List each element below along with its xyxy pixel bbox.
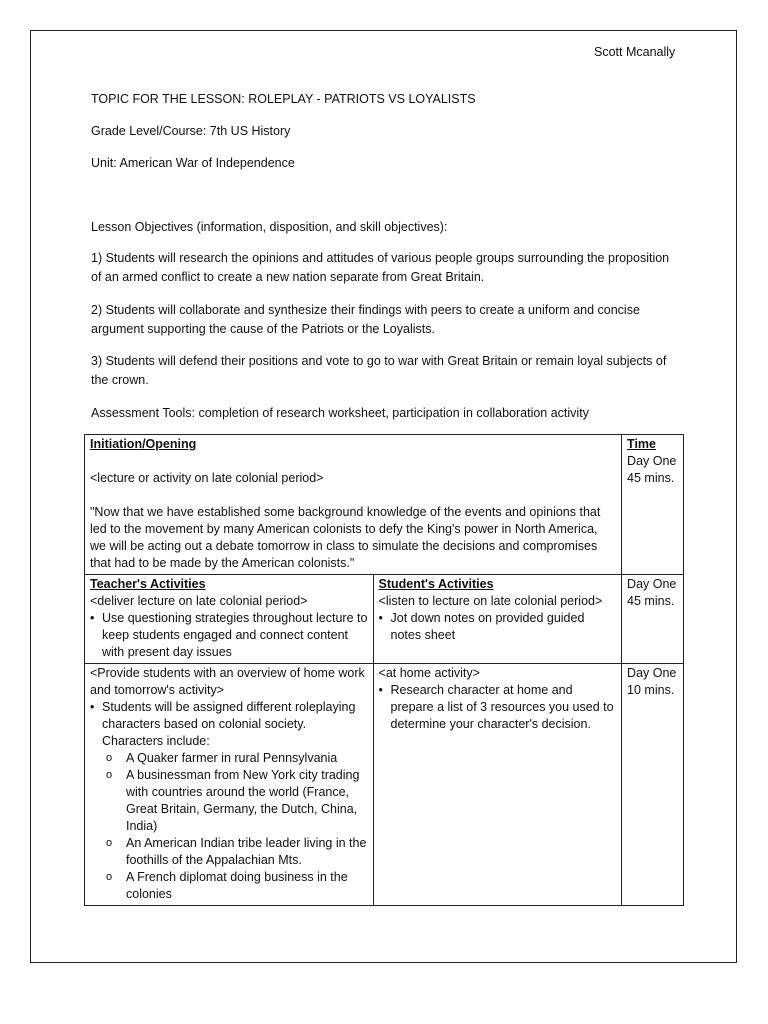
author-name: Scott Mcanally — [594, 45, 676, 59]
student-bullets-1 — [379, 610, 617, 644]
time-mins-1: 45 mins. — [627, 594, 675, 608]
character-list — [102, 750, 368, 903]
time-day-1: Day One — [627, 577, 677, 591]
teacher-activities-heading: Teacher's Activities — [90, 577, 206, 591]
teacher-bullet-2 — [90, 699, 368, 903]
opening-time-day: Day One — [627, 454, 677, 468]
objective-1: 1) Students will research the opinions and attitudes of various people groups surrounding the proposition of an armed conflict to create a new nation separate from Great Britain. — [91, 251, 670, 284]
lesson-topic: TOPIC FOR THE LESSON: ROLEPLAY - PATRIOTS VS LOYALISTS — [91, 92, 476, 106]
opening-cell — [85, 435, 622, 575]
teacher-note-1: <deliver lecture on late colonial period> — [90, 594, 308, 608]
student-bullet-2: • Research character at home and prepare a list of 3 resources you used to determine your character's decision. — [379, 682, 617, 733]
assessment-tools: Assessment Tools: completion of research worksheet, participation in collaboration activity — [91, 406, 589, 420]
teacher-note-2: <Provide students with an overview of home work and tomorrow's activity> — [90, 666, 365, 697]
unit-title: Unit: American War of Independence — [91, 156, 295, 170]
student-note-2: <at home activity> — [378, 666, 480, 680]
opening-note: <lecture or activity on late colonial period> — [90, 471, 324, 485]
student-cell-1 — [373, 575, 622, 664]
teacher-bullet-2-text: Students will be assigned different roleplaying characters based on colonial society. Characters include: — [102, 700, 356, 748]
teacher-cell-1 — [85, 575, 374, 664]
opening-time-cell — [622, 435, 684, 575]
opening-heading: Initiation/Opening — [90, 437, 197, 451]
time-day-2: Day One — [627, 666, 677, 680]
character-item: o An American Indian tribe leader living in the foothills of the Appalachian Mts. — [102, 835, 368, 869]
activities-row-1 — [85, 575, 684, 664]
teacher-bullets-2 — [90, 699, 368, 903]
grade-level: Grade Level/Course: 7th US History — [91, 124, 291, 138]
opening-quote: "Now that we have established some background knowledge of the events and opinions that led to the movement by many American colonists to defy the King's power in North America, we will be acting out a debate tomorrow in class to simulate the decisions and compromises that had to be made by the American colonists." — [90, 505, 601, 570]
activities-row-2 — [85, 664, 684, 906]
student-cell-2 — [373, 664, 622, 906]
objective-3: 3) Students will defend their positions and vote to go to war with Great Britain or remain loyal subjects of the crown. — [91, 354, 667, 387]
student-note-1: <listen to lecture on late colonial period> — [378, 594, 603, 608]
lesson-plan-table — [84, 434, 684, 906]
teacher-bullets-1 — [90, 610, 368, 661]
teacher-cell-2 — [85, 664, 374, 906]
time-cell-2 — [622, 664, 684, 906]
character-item: o A French diplomat doing business in the colonies — [102, 869, 368, 903]
opening-time-mins: 45 mins. — [627, 471, 675, 485]
time-cell-1 — [622, 575, 684, 664]
character-item: o A Quaker farmer in rural Pennsylvania — [102, 750, 368, 767]
objectives-heading: Lesson Objectives (information, disposition, and skill objectives): — [91, 220, 448, 234]
time-mins-2: 10 mins. — [627, 683, 675, 697]
student-bullets-2 — [379, 682, 617, 733]
character-item: o A businessman from New York city trading with countries around the world (France, Great Britain, Germany, the Dutch, China, India) — [102, 767, 368, 835]
objective-2: 2) Students will collaborate and synthesize their findings with peers to create a uniform and concise argument supporting the cause of the Patriots or the Loyalists. — [91, 303, 640, 336]
teacher-bullet-1: • Use questioning strategies throughout lecture to keep students engaged and connect content with present day issues — [90, 610, 368, 661]
time-heading: Time — [627, 437, 656, 451]
student-activities-heading: Student's Activities — [378, 577, 494, 591]
opening-row — [85, 435, 684, 575]
student-bullet-1: • Jot down notes on provided guided notes sheet — [379, 610, 617, 644]
